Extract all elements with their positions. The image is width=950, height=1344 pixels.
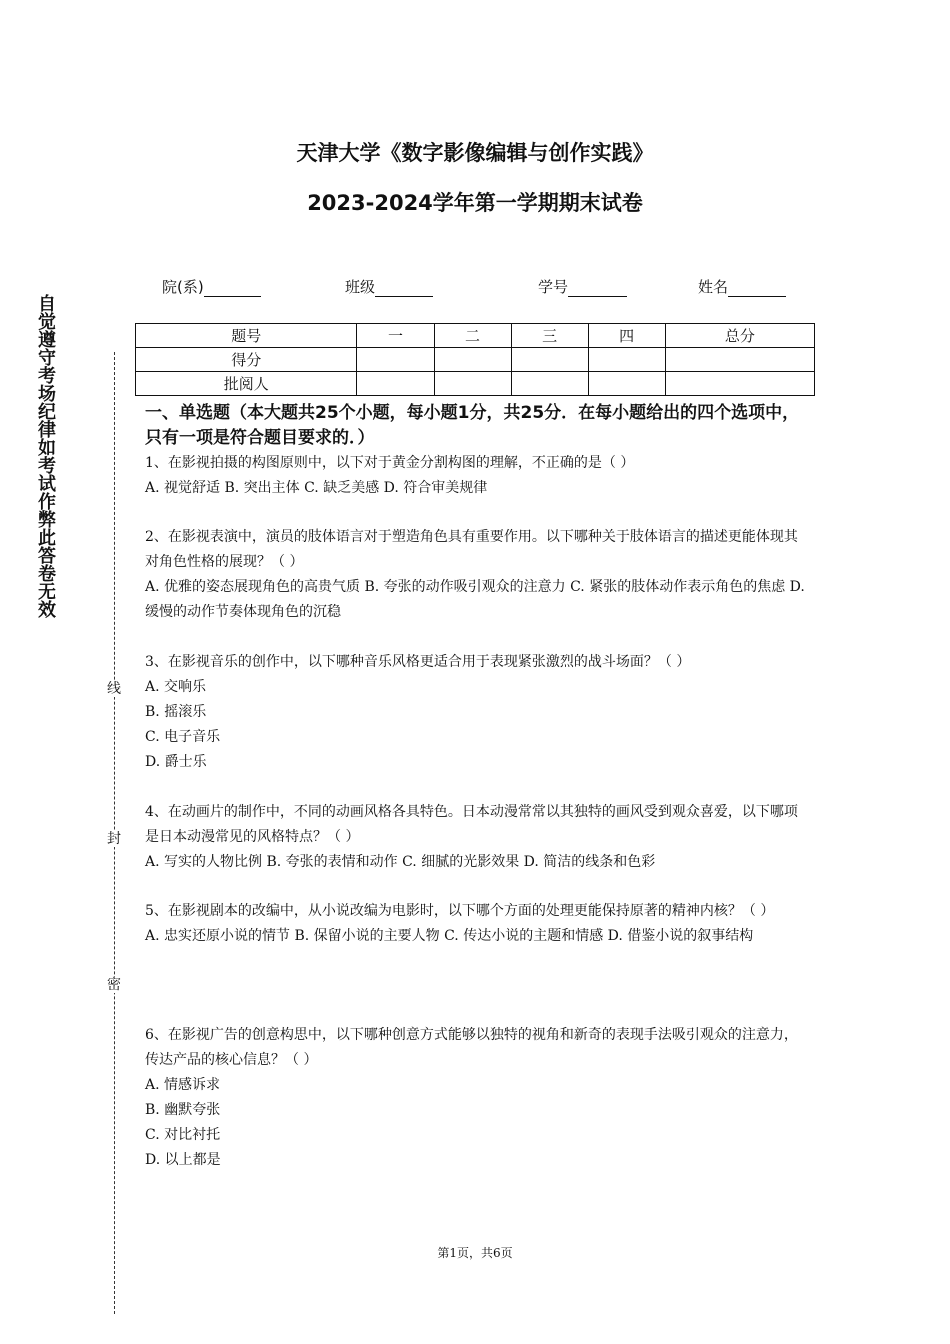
grader-row	[136, 372, 815, 396]
grader-cell	[511, 372, 588, 396]
question-options: A. 忠实还原小说的情节 B. 保留小说的主要人物 C. 传达小说的主题和情感 D. 借鉴小说的叙事结构	[145, 928, 754, 944]
section-title: 一、单选题（本大题共25个小题，每小题1分，共25分．在每小题给出的四个选项中，只有一项是符合题目要求的．）	[145, 403, 800, 448]
class-label: 班级	[345, 278, 376, 296]
student-id-label: 学号	[538, 278, 569, 296]
question-options: A. 优雅的姿态展现角色的高贵气质 B. 夸张的动作吸引观众的注意力 C. 紧张的肢体动作表示角色的焦虑 D. 缓慢的动作节奏体现角色的沉稳	[145, 579, 805, 620]
question-option: C. 电子音乐	[145, 729, 221, 745]
grader-cell	[357, 372, 434, 396]
class-field	[345, 276, 433, 297]
binding-mark-secret: 密	[107, 977, 121, 993]
class-blank[interactable]	[375, 280, 433, 297]
question-1	[145, 451, 810, 501]
question-stem: 1、在影视拍摄的构图原则中，以下对于黄金分割构图的理解，不正确的是（ ）	[145, 455, 635, 471]
question-stem: 6、在影视广告的创意构思中，以下哪种创意方式能够以独特的视角和新奇的表现手法吸引观众的注意力，传达产品的核心信息？（ ）	[145, 1027, 798, 1068]
row-label: 得分	[136, 348, 357, 372]
dept-blank[interactable]	[204, 280, 261, 297]
score-cell	[357, 348, 434, 372]
question-5	[145, 899, 810, 949]
question-stem: 3、在影视音乐的创作中，以下哪种音乐风格更适合用于表现紧张激烈的战斗场面？（ ）	[145, 654, 691, 670]
page-number: 第1页，共6页	[437, 1246, 513, 1260]
question-6	[145, 1023, 810, 1173]
header-cell: 四	[588, 324, 665, 348]
question-option: B. 摇滚乐	[145, 704, 207, 720]
question-option: D. 爵士乐	[145, 754, 207, 770]
exam-title-line1: 天津大学《数字影像编辑与创作实践》	[296, 141, 654, 165]
question-option: A. 情感诉求	[145, 1077, 221, 1093]
question-2	[145, 525, 810, 625]
question-4	[145, 800, 810, 875]
score-cell	[588, 348, 665, 372]
name-blank[interactable]	[728, 280, 786, 297]
grader-cell	[665, 372, 814, 396]
name-label: 姓名	[698, 278, 729, 296]
score-table	[135, 323, 815, 396]
question-stem: 4、在动画片的制作中，不同的动画风格各具特色。日本动漫常常以其独特的画风受到观众喜爱，以下哪项是日本动漫常见的风格特点？（ ）	[145, 804, 798, 845]
score-table-header-row	[136, 324, 815, 348]
question-stem: 2、在影视表演中，演员的肢体语言对于塑造角色具有重要作用。以下哪种关于肢体语言的描述更能体现其对角色性格的展现？（ ）	[145, 529, 798, 570]
binding-mark-seal: 封	[107, 831, 121, 847]
question-option: B. 幽默夸张	[145, 1102, 221, 1118]
name-field	[698, 276, 786, 297]
question-option: A. 交响乐	[145, 679, 207, 695]
header-cell: 总分	[665, 324, 814, 348]
grader-cell	[434, 372, 511, 396]
header-cell: 三	[511, 324, 588, 348]
question-options: A. 写实的人物比例 B. 夸张的表情和动作 C. 细腻的光影效果 D. 简洁的线条和色彩	[145, 854, 656, 870]
exam-discipline-warning: 自觉遵守考场纪律如考试作弊此答卷无效	[35, 294, 56, 618]
question-stem: 5、在影视剧本的改编中，从小说改编为电影时，以下哪个方面的处理更能保持原著的精神内核？（ ）	[145, 903, 775, 919]
student-id-blank[interactable]	[568, 280, 627, 297]
header-cell: 一	[357, 324, 434, 348]
grader-cell	[588, 372, 665, 396]
header-cell: 题号	[136, 324, 357, 348]
question-3	[145, 650, 810, 775]
score-cell	[665, 348, 814, 372]
dept-field	[162, 276, 261, 297]
exam-title-line2: 2023-2024学年第一学期期末试卷	[307, 191, 643, 215]
dept-label: 院(系)	[162, 278, 204, 296]
binding-mark-line: 线	[107, 681, 121, 697]
score-cell	[511, 348, 588, 372]
score-row	[136, 348, 815, 372]
question-options: A. 视觉舒适 B. 突出主体 C. 缺乏美感 D. 符合审美规律	[145, 480, 488, 496]
header-cell: 二	[434, 324, 511, 348]
score-cell	[434, 348, 511, 372]
row-label: 批阅人	[136, 372, 357, 396]
student-id-field	[538, 276, 627, 297]
question-option: D. 以上都是	[145, 1152, 221, 1168]
question-option: C. 对比衬托	[145, 1127, 221, 1143]
